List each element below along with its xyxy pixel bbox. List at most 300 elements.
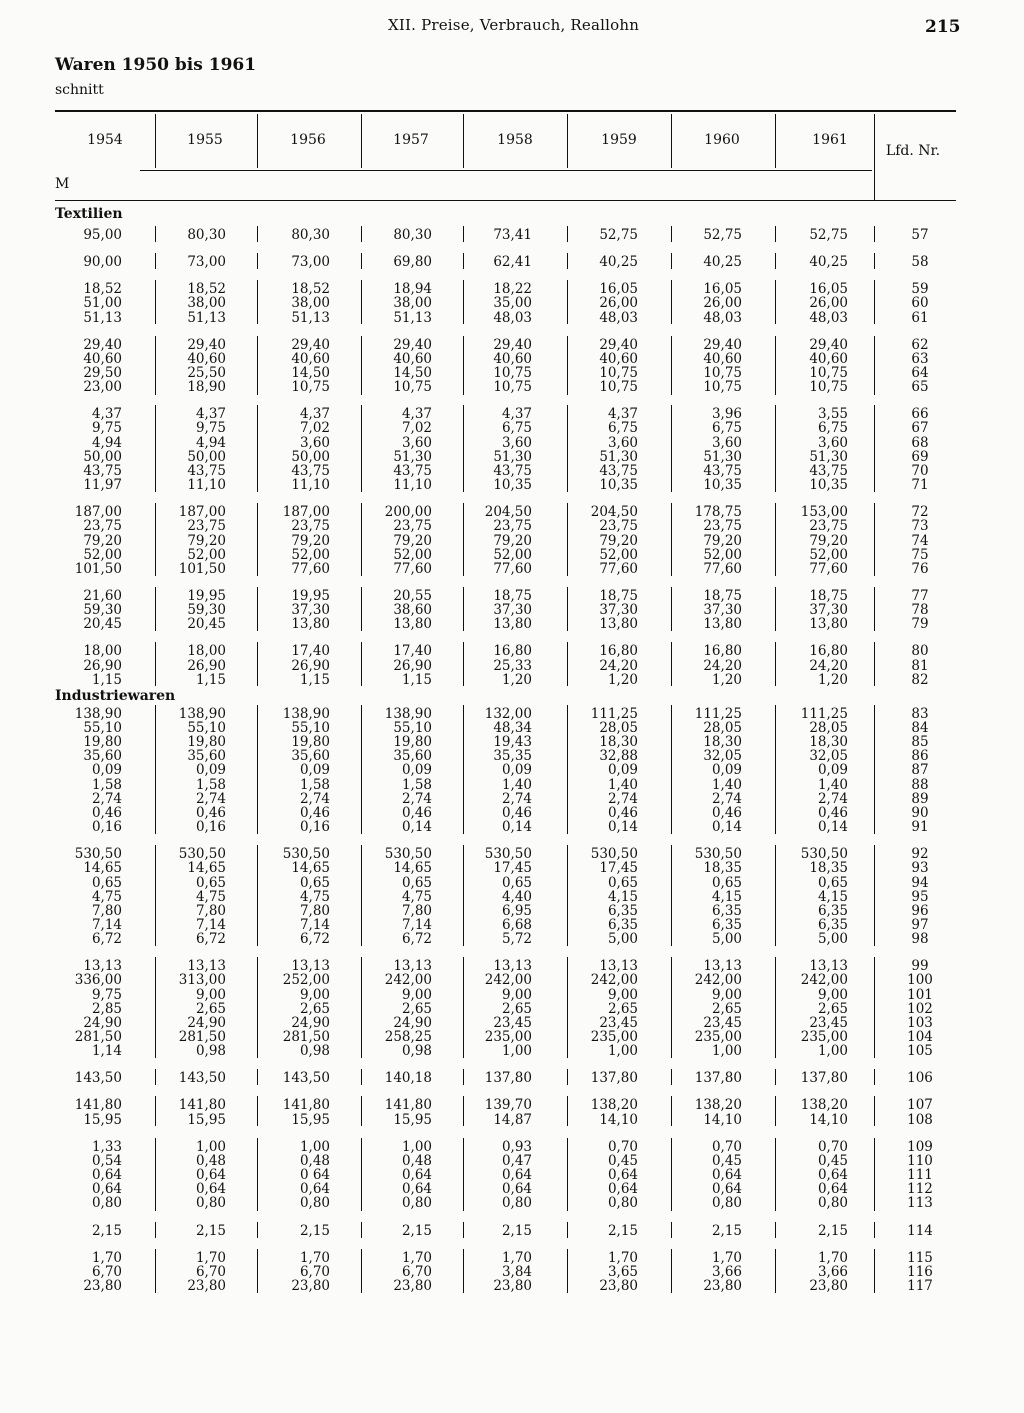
cell-1958: 242,00 <box>484 972 532 988</box>
cell-1958: 14,87 <box>493 1112 532 1128</box>
table-row <box>0 1196 1024 1210</box>
cell-1954: 1,58 <box>91 777 122 793</box>
lfd-nr-cell: 75 <box>911 547 929 563</box>
column-rule <box>155 705 156 834</box>
running-header-title: XII. Preise, Verbrauch, Reallohn <box>388 16 640 34</box>
cell-1957: 0,98 <box>401 1043 432 1059</box>
cell-1954: 6,72 <box>91 931 122 947</box>
cell-1955: 9,00 <box>195 987 226 1003</box>
cell-1957: 10,75 <box>393 379 432 395</box>
cell-1960: 77,60 <box>703 561 742 577</box>
column-rule <box>463 1222 464 1238</box>
cell-1955: 0,64 <box>195 1181 226 1197</box>
cell-1959: 23,75 <box>599 518 638 534</box>
column-rule <box>463 405 464 492</box>
cell-1956: 2,74 <box>299 791 330 807</box>
cell-1955: 55,10 <box>187 720 226 736</box>
cell-1955: 13,13 <box>187 958 226 974</box>
cell-1960: 178,75 <box>694 504 742 520</box>
column-rule <box>567 253 568 269</box>
column-rule <box>775 1222 776 1238</box>
cell-1960: 1,70 <box>711 1250 742 1266</box>
cell-1961: 0,14 <box>817 819 848 835</box>
table-row <box>0 338 1024 352</box>
cell-1955: 7,80 <box>195 903 226 919</box>
cell-1959: 23,80 <box>599 1278 638 1294</box>
unit-label: M <box>55 176 70 192</box>
cell-1956: 0,48 <box>299 1153 330 1169</box>
cell-1954: 143,50 <box>74 1070 122 1086</box>
lfd-nr-cell: 103 <box>907 1015 933 1031</box>
cell-1954: 0,65 <box>91 875 122 891</box>
cell-1960: 2,65 <box>711 1001 742 1017</box>
cell-1959: 3,60 <box>607 435 638 451</box>
cell-1957: 200,00 <box>384 504 432 520</box>
cell-1956: 1,15 <box>299 672 330 688</box>
table-row <box>0 228 1024 242</box>
cell-1956: 6,70 <box>299 1264 330 1280</box>
cell-1954: 29,50 <box>83 365 122 381</box>
column-rule <box>155 1069 156 1085</box>
cell-1954: 1,15 <box>91 672 122 688</box>
table-row <box>0 847 1024 861</box>
cell-1959: 137,80 <box>590 1070 638 1086</box>
cell-1960: 111,25 <box>694 706 742 722</box>
cell-1957: 140,18 <box>384 1070 432 1086</box>
cell-1958: 35,35 <box>493 748 532 764</box>
column-rule <box>775 1069 776 1085</box>
cell-1954: 18,52 <box>83 281 122 297</box>
lfd-nr-cell: 107 <box>907 1097 933 1113</box>
lfd-nr-cell: 85 <box>911 734 929 750</box>
cell-1958: 0,09 <box>501 762 532 778</box>
cell-1956: 14,65 <box>291 860 330 876</box>
cell-1958: 3,84 <box>501 1264 532 1280</box>
cell-1961: 37,30 <box>809 602 848 618</box>
cell-1961: 0,70 <box>817 1139 848 1155</box>
column-rule <box>567 405 568 492</box>
cell-1955: 1,00 <box>195 1139 226 1155</box>
cell-1960: 0,14 <box>711 819 742 835</box>
column-rule <box>671 705 672 834</box>
cell-1957: 40,60 <box>393 351 432 367</box>
table-row <box>0 1251 1024 1265</box>
lfd-nr-cell: 72 <box>911 504 929 520</box>
cell-1956: 7,14 <box>299 917 330 933</box>
table-row <box>0 1154 1024 1168</box>
cell-1960: 29,40 <box>703 337 742 353</box>
column-rule <box>671 280 672 324</box>
table-row <box>0 282 1024 296</box>
cell-1954: 1,33 <box>91 1139 122 1155</box>
lfd-nr-cell: 117 <box>907 1278 933 1294</box>
cell-1956: 0,64 <box>299 1181 330 1197</box>
cell-1961: 18,75 <box>809 588 848 604</box>
cell-1956: 4,37 <box>299 406 330 422</box>
cell-1954: 18,00 <box>83 643 122 659</box>
cell-1957: 0,48 <box>401 1153 432 1169</box>
cell-1954: 23,80 <box>83 1278 122 1294</box>
cell-1961: 51,30 <box>809 449 848 465</box>
table-row <box>0 778 1024 792</box>
cell-1957: 0,09 <box>401 762 432 778</box>
cell-1959: 52,00 <box>599 547 638 563</box>
cell-1958: 10,75 <box>493 379 532 395</box>
cell-1958: 40,60 <box>493 351 532 367</box>
table-row <box>0 876 1024 890</box>
lfd-nr-cell: 104 <box>907 1029 933 1045</box>
section-heading: Textilien <box>55 206 123 222</box>
column-rule <box>671 957 672 1058</box>
table-row <box>0 721 1024 735</box>
column-rule <box>775 957 776 1058</box>
cell-1956: 23,75 <box>291 518 330 534</box>
table-row <box>0 1098 1024 1112</box>
cell-1954: 23,75 <box>83 518 122 534</box>
cell-1958: 10,75 <box>493 365 532 381</box>
cell-1957: 23,80 <box>393 1278 432 1294</box>
cell-1954: 26,90 <box>83 658 122 674</box>
table-row <box>0 478 1024 492</box>
table-row <box>0 973 1024 987</box>
column-rule <box>257 1138 258 1211</box>
cell-1957: 14,50 <box>393 365 432 381</box>
cell-1960: 1,40 <box>711 777 742 793</box>
lfd-nr-cell: 93 <box>911 860 929 876</box>
cell-1961: 242,00 <box>800 972 848 988</box>
cell-1959: 4,37 <box>607 406 638 422</box>
cell-1958: 2,15 <box>501 1223 532 1239</box>
column-rule <box>361 1096 362 1126</box>
column-rule <box>155 642 156 686</box>
cell-1960: 16,80 <box>703 643 742 659</box>
cell-1958: 52,00 <box>493 547 532 563</box>
cell-1958: 73,41 <box>493 227 532 243</box>
cell-1954: 2,15 <box>91 1223 122 1239</box>
cell-1954: 0,64 <box>91 1167 122 1183</box>
column-rule <box>671 253 672 269</box>
cell-1961: 530,50 <box>800 846 848 862</box>
lfd-nr-cell: 70 <box>911 463 929 479</box>
cell-1954: 43,75 <box>83 463 122 479</box>
lfd-nr-cell: 74 <box>911 533 929 549</box>
year-header-1960: 1960 <box>704 132 740 148</box>
cell-1958: 79,20 <box>493 533 532 549</box>
table-top-rule <box>55 110 956 112</box>
cell-1959: 4,15 <box>607 889 638 905</box>
cell-1961: 0,65 <box>817 875 848 891</box>
cell-1955: 50,00 <box>187 449 226 465</box>
column-rule <box>361 226 362 242</box>
cell-1957: 7,14 <box>401 917 432 933</box>
cell-1955: 6,72 <box>195 931 226 947</box>
cell-1956: 35,60 <box>291 748 330 764</box>
cell-1960: 235,00 <box>694 1029 742 1045</box>
cell-1958: 77,60 <box>493 561 532 577</box>
column-rule <box>874 1249 875 1293</box>
cell-1957: 11,10 <box>393 477 432 493</box>
cell-1960: 48,03 <box>703 310 742 326</box>
cell-1961: 1,40 <box>817 777 848 793</box>
column-rule <box>361 845 362 946</box>
cell-1961: 4,15 <box>817 889 848 905</box>
cell-1961: 138,20 <box>800 1097 848 1113</box>
cell-1955: 138,90 <box>178 706 226 722</box>
column-rule <box>874 957 875 1058</box>
cell-1956: 530,50 <box>282 846 330 862</box>
cell-1956: 9,00 <box>299 987 330 1003</box>
cell-1955: 7,14 <box>195 917 226 933</box>
cell-1960: 530,50 <box>694 846 742 862</box>
cell-1959: 0,65 <box>607 875 638 891</box>
column-rule-header <box>257 114 258 168</box>
cell-1958: 137,80 <box>484 1070 532 1086</box>
table-row <box>0 407 1024 421</box>
cell-1954: 530,50 <box>74 846 122 862</box>
cell-1957: 13,13 <box>393 958 432 974</box>
lfd-nr-cell: 83 <box>911 706 929 722</box>
lfd-nr-cell: 112 <box>907 1181 933 1197</box>
cell-1958: 17,45 <box>493 860 532 876</box>
column-rule <box>567 587 568 631</box>
cell-1955: 0,48 <box>195 1153 226 1169</box>
cell-1957: 1,15 <box>401 672 432 688</box>
cell-1959: 530,50 <box>590 846 638 862</box>
cell-1958: 0,14 <box>501 819 532 835</box>
cell-1961: 10,75 <box>809 379 848 395</box>
cell-1959: 16,05 <box>599 281 638 297</box>
cell-1959: 0,64 <box>607 1181 638 1197</box>
cell-1957: 29,40 <box>393 337 432 353</box>
cell-1961: 10,75 <box>809 365 848 381</box>
column-rule <box>671 1096 672 1126</box>
cell-1958: 62,41 <box>493 254 532 270</box>
cell-1957: 79,20 <box>393 533 432 549</box>
cell-1956: 2,15 <box>299 1223 330 1239</box>
table-row <box>0 1113 1024 1127</box>
cell-1960: 51,30 <box>703 449 742 465</box>
column-rule <box>361 642 362 686</box>
cell-1954: 7,14 <box>91 917 122 933</box>
column-rule <box>567 642 568 686</box>
cell-1961: 2,15 <box>817 1223 848 1239</box>
cell-1956: 0,98 <box>299 1043 330 1059</box>
cell-1954: 2,74 <box>91 791 122 807</box>
column-rule <box>257 705 258 834</box>
column-rule <box>671 1069 672 1085</box>
column-rule <box>463 253 464 269</box>
cell-1957: 0,14 <box>401 819 432 835</box>
column-rule <box>361 587 362 631</box>
cell-1960: 10,75 <box>703 379 742 395</box>
column-rule <box>874 1069 875 1085</box>
cell-1960: 23,80 <box>703 1278 742 1294</box>
cell-1959: 14,10 <box>599 1112 638 1128</box>
cell-1956: 187,00 <box>282 504 330 520</box>
cell-1954: 40,60 <box>83 351 122 367</box>
column-rule <box>775 280 776 324</box>
cell-1961: 24,20 <box>809 658 848 674</box>
cell-1961: 137,80 <box>800 1070 848 1086</box>
lfd-nr-cell: 106 <box>907 1070 933 1086</box>
cell-1957: 43,75 <box>393 463 432 479</box>
cell-1960: 4,15 <box>711 889 742 905</box>
column-rule <box>463 1096 464 1126</box>
cell-1957: 35,60 <box>393 748 432 764</box>
cell-1959: 77,60 <box>599 561 638 577</box>
cell-1955: 1,15 <box>195 672 226 688</box>
cell-1954: 20,45 <box>83 616 122 632</box>
cell-1957: 14,65 <box>393 860 432 876</box>
cell-1954: 0,16 <box>91 819 122 835</box>
cell-1960: 0,09 <box>711 762 742 778</box>
cell-1961: 6,35 <box>817 903 848 919</box>
column-rule <box>361 957 362 1058</box>
column-rule <box>671 405 672 492</box>
cell-1955: 38,00 <box>187 295 226 311</box>
cell-1960: 18,75 <box>703 588 742 604</box>
cell-1961: 18,35 <box>809 860 848 876</box>
cell-1955: 4,37 <box>195 406 226 422</box>
table-row <box>0 1168 1024 1182</box>
column-rule <box>463 587 464 631</box>
cell-1959: 0,80 <box>607 1195 638 1211</box>
column-rule <box>567 280 568 324</box>
cell-1958: 43,75 <box>493 463 532 479</box>
column-rule <box>567 705 568 834</box>
cell-1958: 48,34 <box>493 720 532 736</box>
cell-1956: 18,52 <box>291 281 330 297</box>
cell-1960: 138,20 <box>694 1097 742 1113</box>
table-row <box>0 749 1024 763</box>
cell-1961: 18,30 <box>809 734 848 750</box>
cell-1955: 0,98 <box>195 1043 226 1059</box>
cell-1960: 10,75 <box>703 365 742 381</box>
cell-1959: 2,15 <box>607 1223 638 1239</box>
column-rule-header <box>671 114 672 168</box>
column-rule <box>775 705 776 834</box>
column-rule <box>874 405 875 492</box>
column-rule <box>463 503 464 576</box>
lfd-nr-cell: 97 <box>911 917 929 933</box>
column-rule <box>155 1096 156 1126</box>
cell-1957: 1,58 <box>401 777 432 793</box>
cell-1957: 0,80 <box>401 1195 432 1211</box>
cell-1955: 143,50 <box>178 1070 226 1086</box>
cell-1956: 51,13 <box>291 310 330 326</box>
cell-1960: 18,30 <box>703 734 742 750</box>
lfd-nr-cell: 62 <box>911 337 929 353</box>
column-rule <box>775 1138 776 1211</box>
cell-1957: 141,80 <box>384 1097 432 1113</box>
cell-1954: 0,54 <box>91 1153 122 1169</box>
cell-1955: 141,80 <box>178 1097 226 1113</box>
cell-1957: 38,60 <box>393 602 432 618</box>
cell-1961: 13,80 <box>809 616 848 632</box>
cell-1957: 38,00 <box>393 295 432 311</box>
cell-1955: 52,00 <box>187 547 226 563</box>
table-row <box>0 735 1024 749</box>
cell-1959: 10,75 <box>599 365 638 381</box>
cell-1961: 29,40 <box>809 337 848 353</box>
cell-1959: 24,20 <box>599 658 638 674</box>
cell-1956: 1,00 <box>299 1139 330 1155</box>
cell-1956: 281,50 <box>282 1029 330 1045</box>
cell-1958: 2,65 <box>501 1001 532 1017</box>
cell-1961: 13,13 <box>809 958 848 974</box>
column-rule <box>463 1249 464 1293</box>
year-header-1956: 1956 <box>290 132 326 148</box>
cell-1955: 29,40 <box>187 337 226 353</box>
cell-1961: 23,80 <box>809 1278 848 1294</box>
cell-1960: 13,80 <box>703 616 742 632</box>
cell-1961: 3,55 <box>817 406 848 422</box>
column-rule <box>155 336 156 395</box>
cell-1956: 15,95 <box>291 1112 330 1128</box>
table-row <box>0 352 1024 366</box>
cell-1956: 0,46 <box>299 805 330 821</box>
cell-1957: 17,40 <box>393 643 432 659</box>
lfd-nr-cell: 76 <box>911 561 929 577</box>
cell-1958: 530,50 <box>484 846 532 862</box>
cell-1961: 43,75 <box>809 463 848 479</box>
cell-1956: 26,90 <box>291 658 330 674</box>
cell-1961: 235,00 <box>800 1029 848 1045</box>
table-row <box>0 959 1024 973</box>
lfd-nr-cell: 60 <box>911 295 929 311</box>
column-rule <box>155 226 156 242</box>
cell-1956: 73,00 <box>291 254 330 270</box>
cell-1955: 73,00 <box>187 254 226 270</box>
cell-1961: 9,00 <box>817 987 848 1003</box>
cell-1958: 0,65 <box>501 875 532 891</box>
column-rule <box>567 226 568 242</box>
cell-1956: 19,95 <box>291 588 330 604</box>
cell-1958: 6,68 <box>501 917 532 933</box>
cell-1960: 79,20 <box>703 533 742 549</box>
cell-1958: 0,46 <box>501 805 532 821</box>
cell-1957: 26,90 <box>393 658 432 674</box>
column-rule <box>361 253 362 269</box>
cell-1956: 80,30 <box>291 227 330 243</box>
lfd-nr-cell: 68 <box>911 435 929 451</box>
cell-1955: 0,46 <box>195 805 226 821</box>
cell-1959: 0,46 <box>607 805 638 821</box>
cell-1954: 187,00 <box>74 504 122 520</box>
lfd-nr-cell: 105 <box>907 1043 933 1059</box>
column-rule-header <box>775 114 776 168</box>
lfd-nr-cell: 113 <box>907 1195 933 1211</box>
header-bottom-rule <box>55 200 956 201</box>
column-rule <box>567 1249 568 1293</box>
column-rule <box>361 336 362 395</box>
cell-1959: 17,45 <box>599 860 638 876</box>
column-rule <box>155 1249 156 1293</box>
column-rule <box>671 642 672 686</box>
cell-1957: 4,37 <box>401 406 432 422</box>
cell-1955: 43,75 <box>187 463 226 479</box>
cell-1960: 0,64 <box>711 1181 742 1197</box>
cell-1957: 1,70 <box>401 1250 432 1266</box>
cell-1955: 2,65 <box>195 1001 226 1017</box>
cell-1954: 51,00 <box>83 295 122 311</box>
cell-1961: 0,64 <box>817 1167 848 1183</box>
table-row <box>0 436 1024 450</box>
cell-1961: 40,25 <box>809 254 848 270</box>
cell-1959: 0,70 <box>607 1139 638 1155</box>
cell-1959: 0,45 <box>607 1153 638 1169</box>
column-rule <box>463 1069 464 1085</box>
